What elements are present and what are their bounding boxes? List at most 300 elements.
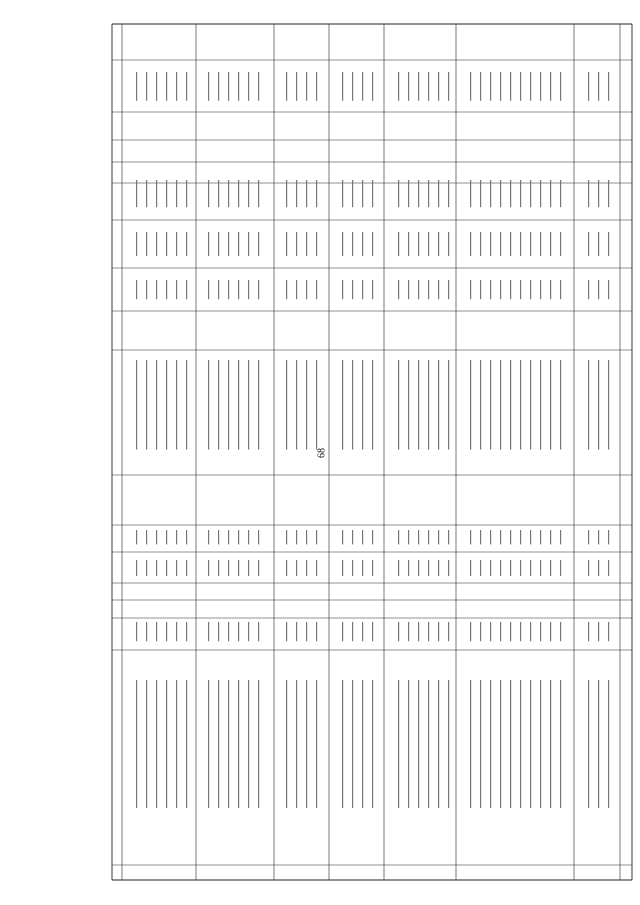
- cell-text-line: [166, 530, 167, 544]
- cell-text-line: [480, 622, 481, 641]
- cell-text-line: [156, 180, 157, 207]
- cell-text-line: [342, 530, 343, 544]
- cell-text-line: [238, 360, 239, 450]
- cell-text-line: [588, 622, 589, 641]
- cell-text-line: [186, 280, 187, 299]
- cell-text-line: [316, 72, 317, 101]
- cell-text-line: [480, 560, 481, 576]
- cell-text-line: [258, 180, 259, 207]
- cell-text-line: [166, 680, 167, 808]
- cell-text-line: [136, 72, 137, 101]
- cell-text-line: [480, 232, 481, 256]
- cell-text-line: [286, 180, 287, 207]
- cell-text-line: [258, 280, 259, 299]
- cell-text-line: [560, 232, 561, 256]
- cell-text-line: [530, 72, 531, 101]
- cell-text-line: [418, 360, 419, 450]
- cell-text-line: [608, 680, 609, 808]
- cell-text-line: [428, 360, 429, 450]
- cell-text-line: [166, 560, 167, 576]
- cell-text-line: [146, 232, 147, 256]
- cell-text-line: [560, 680, 561, 808]
- cell-text-line: [258, 232, 259, 256]
- cell-text-line: [208, 232, 209, 256]
- cell-text-line: [218, 280, 219, 299]
- cell-text-line: [258, 560, 259, 576]
- cell-text-line: [500, 680, 501, 808]
- cell-text-line: [398, 622, 399, 641]
- cell-text-line: [418, 560, 419, 576]
- cell-text-line: [470, 560, 471, 576]
- cell-text-line: [238, 622, 239, 641]
- cell-text-line: [286, 232, 287, 256]
- cell-text-line: [448, 280, 449, 299]
- cell-text-line: [408, 360, 409, 450]
- cell-text-line: [218, 560, 219, 576]
- cell-text-line: [372, 232, 373, 256]
- cell-text-line: [208, 622, 209, 641]
- cell-text-line: [560, 180, 561, 207]
- cell-text-line: [218, 232, 219, 256]
- cell-text-line: [418, 232, 419, 256]
- cell-text-line: [520, 360, 521, 450]
- cell-text-line: [500, 530, 501, 544]
- cell-text-line: [352, 232, 353, 256]
- cell-text-line: [342, 680, 343, 808]
- cell-text-line: [286, 560, 287, 576]
- cell-text-line: [156, 280, 157, 299]
- cell-text-line: [540, 232, 541, 256]
- cell-text-line: [228, 232, 229, 256]
- cell-text-line: [448, 530, 449, 544]
- cell-text-line: [408, 72, 409, 101]
- cell-text-line: [608, 180, 609, 207]
- cell-text-line: [342, 232, 343, 256]
- cell-text-line: [530, 680, 531, 808]
- cell-text-line: [146, 280, 147, 299]
- cell-text-line: [520, 560, 521, 576]
- cell-text-line: [146, 680, 147, 808]
- cell-text-line: [520, 530, 521, 544]
- cell-text-line: [258, 360, 259, 450]
- cell-text-line: [306, 180, 307, 207]
- cell-text-line: [208, 680, 209, 808]
- cell-text-line: [372, 360, 373, 450]
- cell-text-line: [146, 530, 147, 544]
- cell-text-line: [296, 530, 297, 544]
- cell-text-line: [408, 280, 409, 299]
- cell-text-line: [550, 360, 551, 450]
- cell-text-line: [156, 72, 157, 101]
- cell-text-line: [316, 560, 317, 576]
- cell-text-line: [608, 530, 609, 544]
- cell-text-line: [248, 180, 249, 207]
- cell-text-line: [186, 232, 187, 256]
- cell-text-line: [588, 72, 589, 101]
- cell-text-line: [560, 530, 561, 544]
- cell-text-line: [208, 360, 209, 450]
- cell-text-line: [398, 360, 399, 450]
- cell-text-line: [560, 72, 561, 101]
- cell-text-line: [448, 72, 449, 101]
- cell-text-line: [176, 560, 177, 576]
- cell-text-line: [238, 180, 239, 207]
- cell-text-line: [510, 680, 511, 808]
- cell-text-line: [560, 280, 561, 299]
- cell-text-line: [418, 180, 419, 207]
- cell-text-line: [438, 72, 439, 101]
- cell-text-line: [228, 180, 229, 207]
- cell-text-line: [286, 72, 287, 101]
- cell-text-line: [418, 72, 419, 101]
- cell-text-line: [306, 280, 307, 299]
- cell-text-line: [238, 72, 239, 101]
- cell-text-line: [186, 680, 187, 808]
- cell-text-line: [306, 232, 307, 256]
- cell-text-line: [490, 360, 491, 450]
- cell-text-line: [550, 180, 551, 207]
- cell-text-line: [540, 622, 541, 641]
- cell-text-line: [490, 180, 491, 207]
- cell-text-line: [428, 180, 429, 207]
- cell-text-line: [408, 560, 409, 576]
- cell-text-line: [208, 180, 209, 207]
- cell-text-line: [428, 560, 429, 576]
- cell-text-line: [176, 530, 177, 544]
- cell-text-line: [418, 622, 419, 641]
- cell-text-line: [418, 530, 419, 544]
- cell-text-line: [136, 560, 137, 576]
- cell-text-line: [598, 232, 599, 256]
- cell-text-line: [228, 560, 229, 576]
- cell-text-line: [588, 280, 589, 299]
- cell-text-line: [146, 180, 147, 207]
- cell-text-line: [372, 72, 373, 101]
- cell-text-line: [228, 72, 229, 101]
- cell-text-line: [228, 622, 229, 641]
- cell-text-line: [156, 622, 157, 641]
- cell-text-line: [296, 622, 297, 641]
- cell-text-line: [218, 622, 219, 641]
- cell-text-line: [398, 180, 399, 207]
- cell-text-line: [228, 360, 229, 450]
- cell-text-line: [362, 180, 363, 207]
- cell-text-line: [588, 530, 589, 544]
- cell-text-line: [408, 180, 409, 207]
- cell-text-line: [136, 622, 137, 641]
- cell-text-line: [428, 622, 429, 641]
- cell-text-line: [342, 360, 343, 450]
- cell-text-line: [588, 180, 589, 207]
- cell-text-line: [438, 622, 439, 641]
- cell-text-line: [490, 232, 491, 256]
- cell-text-line: [608, 280, 609, 299]
- cell-text-line: [136, 232, 137, 256]
- cell-text-line: [438, 280, 439, 299]
- cell-text-line: [146, 360, 147, 450]
- cell-text-line: [510, 72, 511, 101]
- cell-text-line: [248, 72, 249, 101]
- cell-text-line: [156, 530, 157, 544]
- cell-text-line: [286, 280, 287, 299]
- cell-text-line: [218, 360, 219, 450]
- cell-text-line: [588, 232, 589, 256]
- cell-text-line: [208, 72, 209, 101]
- cell-text-line: [428, 72, 429, 101]
- cell-text-line: [428, 232, 429, 256]
- cell-text-line: [500, 622, 501, 641]
- cell-text-line: [146, 560, 147, 576]
- cell-text-line: [608, 232, 609, 256]
- cell-text-line: [208, 560, 209, 576]
- cell-text-line: [408, 622, 409, 641]
- cell-text-line: [208, 280, 209, 299]
- cell-text-line: [372, 622, 373, 641]
- cell-text-line: [470, 180, 471, 207]
- cell-text-line: [156, 680, 157, 808]
- cell-text-line: [372, 560, 373, 576]
- cell-text-line: [428, 280, 429, 299]
- cell-text-line: [530, 180, 531, 207]
- cell-text-line: [398, 560, 399, 576]
- cell-text-line: [428, 530, 429, 544]
- cell-text-line: [550, 232, 551, 256]
- cell-text-line: [510, 232, 511, 256]
- cell-text-line: [540, 360, 541, 450]
- cell-text-line: [316, 530, 317, 544]
- cell-text-line: [248, 560, 249, 576]
- cell-text-line: [296, 232, 297, 256]
- cell-text-line: [248, 622, 249, 641]
- cell-text-line: [296, 280, 297, 299]
- cell-text-line: [530, 560, 531, 576]
- cell-text-line: [470, 72, 471, 101]
- cell-text-line: [156, 232, 157, 256]
- cell-text-line: [186, 530, 187, 544]
- cell-text-line: [540, 530, 541, 544]
- cell-text-line: [306, 680, 307, 808]
- cell-text-line: [306, 560, 307, 576]
- cell-text-line: [372, 680, 373, 808]
- cell-text-line: [176, 622, 177, 641]
- cell-text-line: [186, 560, 187, 576]
- cell-text-line: [248, 360, 249, 450]
- cell-text-line: [228, 530, 229, 544]
- cell-text-line: [448, 622, 449, 641]
- cell-text-line: [510, 360, 511, 450]
- cell-text-line: [362, 680, 363, 808]
- cell-text-line: [306, 622, 307, 641]
- cell-text-line: [176, 360, 177, 450]
- cell-text-line: [238, 530, 239, 544]
- cell-text-line: [286, 360, 287, 450]
- cell-text-line: [316, 180, 317, 207]
- cell-text-line: [398, 72, 399, 101]
- cell-text-line: [166, 360, 167, 450]
- cell-text-line: [500, 560, 501, 576]
- cell-text-line: [438, 232, 439, 256]
- cell-text-line: [342, 280, 343, 299]
- cell-text-line: [218, 530, 219, 544]
- cell-text-line: [342, 180, 343, 207]
- cell-text-line: [560, 560, 561, 576]
- cell-text-line: [176, 680, 177, 808]
- cell-text-line: [490, 680, 491, 808]
- cell-text-line: [352, 180, 353, 207]
- cell-text-line: [550, 560, 551, 576]
- cell-text-line: [448, 360, 449, 450]
- cell-text-line: [408, 680, 409, 808]
- cell-text-line: [510, 530, 511, 544]
- cell-text-line: [186, 72, 187, 101]
- cell-text-line: [418, 280, 419, 299]
- cell-text-line: [418, 680, 419, 808]
- cell-text-line: [258, 530, 259, 544]
- cell-text-line: [166, 622, 167, 641]
- cell-text-line: [608, 360, 609, 450]
- cell-text-line: [448, 180, 449, 207]
- cell-text-line: [296, 560, 297, 576]
- cell-text-line: [218, 72, 219, 101]
- cell-text-line: [520, 232, 521, 256]
- cell-text-line: [186, 622, 187, 641]
- cell-text-line: [470, 680, 471, 808]
- cell-text-line: [520, 622, 521, 641]
- cell-text-line: [362, 622, 363, 641]
- cell-text-line: [530, 280, 531, 299]
- cell-text-line: [186, 360, 187, 450]
- cell-text-line: [598, 72, 599, 101]
- cell-text-line: [352, 530, 353, 544]
- cell-text-line: [218, 180, 219, 207]
- cell-text-line: [352, 680, 353, 808]
- cell-text-line: [520, 680, 521, 808]
- cell-text-line: [500, 72, 501, 101]
- cell-text-line: [352, 72, 353, 101]
- cell-text-line: [598, 680, 599, 808]
- cell-text-line: [500, 180, 501, 207]
- cell-text-line: [316, 280, 317, 299]
- cell-text-line: [258, 680, 259, 808]
- cell-text-line: [306, 72, 307, 101]
- cell-text-line: [362, 560, 363, 576]
- cell-text-line: [438, 680, 439, 808]
- cell-text-line: [530, 530, 531, 544]
- cell-text-line: [588, 360, 589, 450]
- cell-text-line: [342, 622, 343, 641]
- cell-text-line: [362, 72, 363, 101]
- cell-text-line: [362, 530, 363, 544]
- cell-text-line: [372, 280, 373, 299]
- cell-text-line: [228, 280, 229, 299]
- cell-text-line: [316, 360, 317, 450]
- cell-text-line: [352, 560, 353, 576]
- cell-text-line: [156, 360, 157, 450]
- cell-text-line: [286, 622, 287, 641]
- cell-text-line: [598, 180, 599, 207]
- cell-text-line: [258, 72, 259, 101]
- cell-text-line: [480, 530, 481, 544]
- cell-text-line: [296, 360, 297, 450]
- cell-text-line: [136, 280, 137, 299]
- cell-text-line: [176, 232, 177, 256]
- cell-text-line: [490, 530, 491, 544]
- cell-text-line: [258, 622, 259, 641]
- cell-text-line: [530, 622, 531, 641]
- cell-text-line: [490, 622, 491, 641]
- cell-text-line: [520, 72, 521, 101]
- cell-text-line: [480, 680, 481, 808]
- cell-text-line: [480, 72, 481, 101]
- cell-text-line: [156, 560, 157, 576]
- cell-text-line: [448, 680, 449, 808]
- cell-text-line: [480, 360, 481, 450]
- cell-text-line: [480, 180, 481, 207]
- cell-text-line: [438, 360, 439, 450]
- cell-text-line: [296, 680, 297, 808]
- cell-text-line: [166, 72, 167, 101]
- cell-text-line: [448, 560, 449, 576]
- cell-text-line: [608, 72, 609, 101]
- cell-text-line: [362, 280, 363, 299]
- cell-text-line: [238, 560, 239, 576]
- cell-text-line: [470, 622, 471, 641]
- cell-text-line: [550, 622, 551, 641]
- cell-text-line: [540, 72, 541, 101]
- cell-text-line: [306, 530, 307, 544]
- cell-text-line: [316, 680, 317, 808]
- cell-text-line: [510, 280, 511, 299]
- cell-text-line: [248, 280, 249, 299]
- cell-text-line: [316, 622, 317, 641]
- cell-text-line: [228, 680, 229, 808]
- cell-text-line: [530, 360, 531, 450]
- cell-text-line: [248, 530, 249, 544]
- cell-text-line: [342, 560, 343, 576]
- cell-text-line: [352, 280, 353, 299]
- cell-text-line: [540, 680, 541, 808]
- cell-text-line: [372, 530, 373, 544]
- cell-text-line: [352, 622, 353, 641]
- cell-text-line: [588, 560, 589, 576]
- cell-text-line: [286, 530, 287, 544]
- cell-text-line: [176, 72, 177, 101]
- cell-text-line: [166, 232, 167, 256]
- cell-text-line: [186, 180, 187, 207]
- cell-text-line: [598, 360, 599, 450]
- cell-text-line: [146, 72, 147, 101]
- cell-text-line: [296, 72, 297, 101]
- cell-text-line: [362, 360, 363, 450]
- cell-text-line: [316, 232, 317, 256]
- cell-text-line: [598, 530, 599, 544]
- cell-text-line: [166, 280, 167, 299]
- cell-text-line: [510, 622, 511, 641]
- cell-text-line: [550, 72, 551, 101]
- cell-text-line: [352, 360, 353, 450]
- cell-text-line: [372, 180, 373, 207]
- cell-text-line: [550, 280, 551, 299]
- cell-text-line: [398, 280, 399, 299]
- cell-text-line: [500, 360, 501, 450]
- cell-text-line: [438, 180, 439, 207]
- cell-text-line: [500, 280, 501, 299]
- cell-text-line: [448, 232, 449, 256]
- cell-text-line: [438, 560, 439, 576]
- cell-text-line: [362, 232, 363, 256]
- cell-text-line: [176, 180, 177, 207]
- page-number: 68: [316, 448, 328, 458]
